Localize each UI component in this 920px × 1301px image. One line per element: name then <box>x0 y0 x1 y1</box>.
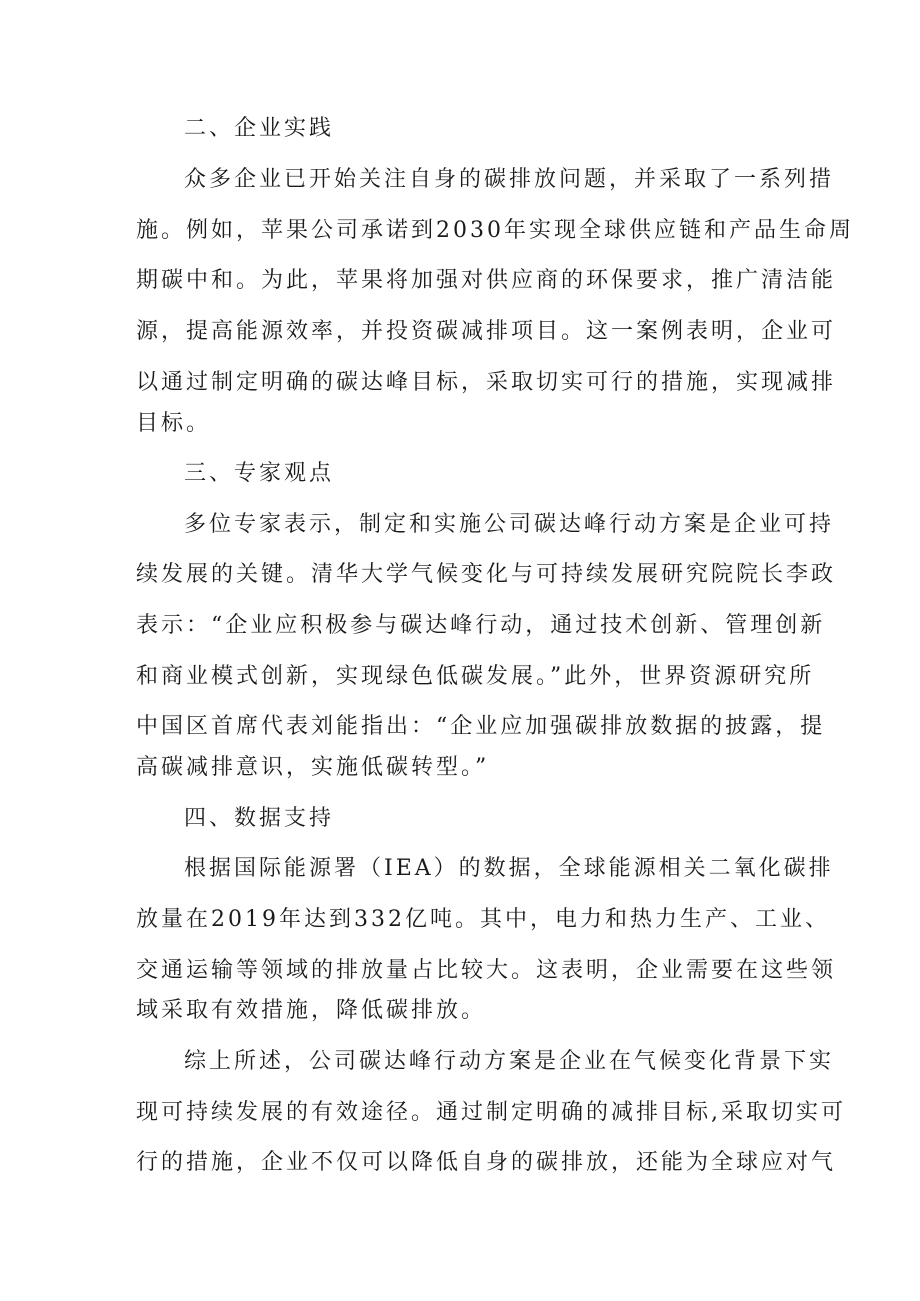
paragraph-line: 目标。 <box>136 411 212 436</box>
paragraph-line: 根据国际能源署（IEA）的数据，全球能源相关二氧化碳排 <box>184 856 834 881</box>
section-heading: 三、专家观点 <box>184 461 335 486</box>
paragraph-line: 域采取有效措施，降低碳排放。 <box>136 998 487 1023</box>
paragraph-line: 期碳中和。为此，苹果将加强对供应商的环保要求，推广清洁能 <box>136 268 837 293</box>
paragraph-line: 多位专家表示，制定和实施公司碳达峰行动方案是企业可持 <box>184 512 835 537</box>
section-heading: 二、企业实践 <box>184 116 335 141</box>
paragraph-line: 综上所述，公司碳达峰行动方案是企业在气候变化背景下实 <box>184 1049 835 1074</box>
paragraph-line: 续发展的关键。清华大学气候变化与可持续发展研究院院长李政 <box>136 562 837 587</box>
paragraph-line: 众多企业已开始关注自身的碳排放问题，并采取了一系列措 <box>184 167 835 192</box>
paragraph-line: 现可持续发展的有效途径。通过制定明确的减排目标,采取切实可 <box>136 1100 846 1125</box>
paragraph-line: 以通过制定明确的碳达峰目标，采取切实可行的措施，实现减排 <box>136 370 837 395</box>
paragraph-line: 交通运输等领域的排放量占比较大。这表明，企业需要在这些领 <box>136 958 837 983</box>
paragraph-line: 施。例如，苹果公司承诺到2030年实现全球供应链和产品生命周 <box>136 218 854 243</box>
paragraph-line: 和商业模式创新，实现绿色低碳发展。”此外，世界资源研究所 <box>136 664 815 689</box>
paragraph-line: 行的措施，企业不仅可以降低自身的碳排放，还能为全球应对气 <box>136 1150 837 1175</box>
paragraph-line: 中国区首席代表刘能指出：“企业应加强碳排放数据的披露，提 <box>136 714 826 739</box>
paragraph-line: 放量在2019年达到332亿吨。其中，电力和热力生产、工业、 <box>136 907 830 932</box>
paragraph-line: 源，提高能源效率，并投资碳减排项目。这一案例表明，企业可 <box>136 319 837 344</box>
paragraph-line: 表示：“企业应积极参与碳达峰行动，通过技术创新、管理创新 <box>136 613 826 638</box>
section-heading: 四、数据支持 <box>184 806 335 831</box>
paragraph-line: 高碳减排意识，实施低碳转型。” <box>136 755 490 780</box>
